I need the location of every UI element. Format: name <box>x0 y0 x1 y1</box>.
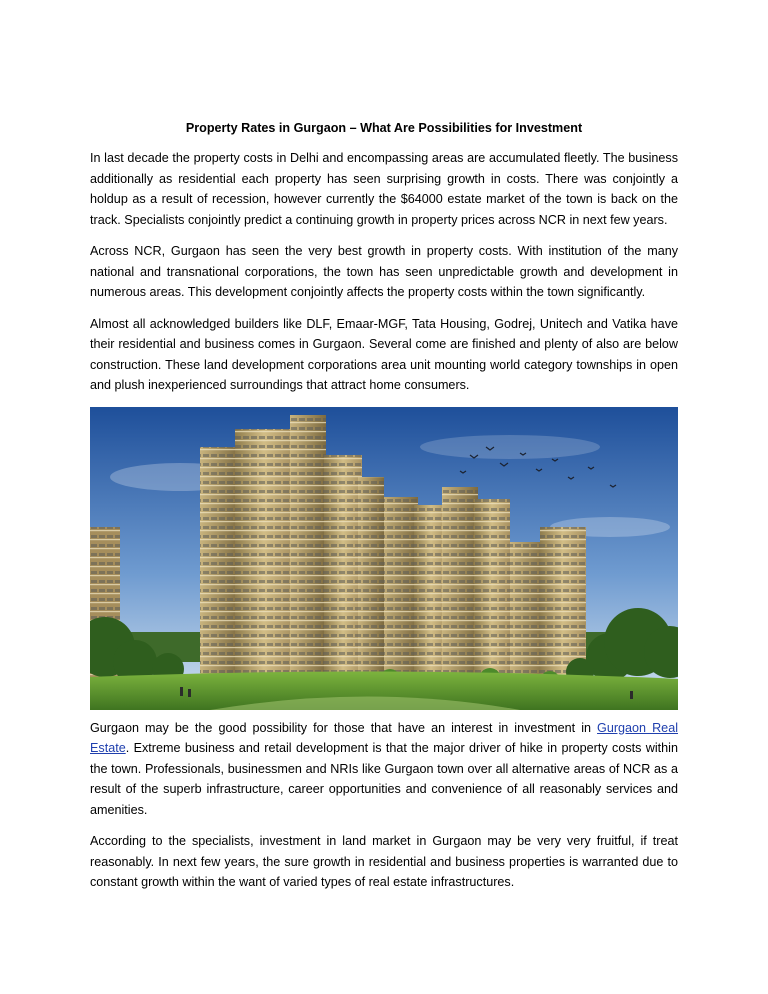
paragraph-4-text-end: . Extreme business and retail development is that the major driver of hike in property costs within the town. Professionals, businessmen and NRIs like Gurgaon town over all alternative areas of NCR as a result of the superb infrastructure, career opportunities and convenience of all reasonably services and amenities. <box>90 741 678 817</box>
gurgaon-real-estate-link[interactable]: Gurgaon Real Estate <box>90 720 678 755</box>
township-photo <box>90 407 678 710</box>
document-body <box>90 118 678 904</box>
paragraph-4 <box>90 718 678 821</box>
paragraph-1: In last decade the property costs in Delhi and encompassing areas are accumulated fleetly. The business additionally as residential each property has seen surprising growth in costs. There was conjointly a holdup as a result of recession, however currently the $64000 estate market of the town is back on the track. Specialists conjointly predict a continuing growth in property prices across NCR in next few years. <box>90 151 678 227</box>
paragraph-3: Almost all acknowledged builders like DLF, Emaar-MGF, Tata Housing, Godrej, Unitech and Vatika have their residential and business comes in Gurgaon. Several come are finished and plenty of also are below construction. These land development corporations area unit mounting world category townships in open and plush inexperienced surroundings that attract home consumers. <box>90 316 678 392</box>
paragraph-2: Across NCR, Gurgaon has seen the very best growth in property costs. With institution of the many national and transnational corporations, the town has seen unpredictable growth and development in numerous areas. This development conjointly affects the property costs within the town significantly. <box>90 244 678 299</box>
paragraph-4-text-start: Gurgaon may be the good possibility for those that have an interest in investment in <box>90 720 598 735</box>
paragraph-5: According to the specialists, investment in land market in Gurgaon may be very very fruitful, if treat reasonably. In next few years, the sure growth in residential and business properties is warranted due to constant growth within the want of varied types of real estate infrastructures. <box>90 834 678 889</box>
document-title: Property Rates in Gurgaon – What Are Possibilities for Investment <box>185 121 583 135</box>
